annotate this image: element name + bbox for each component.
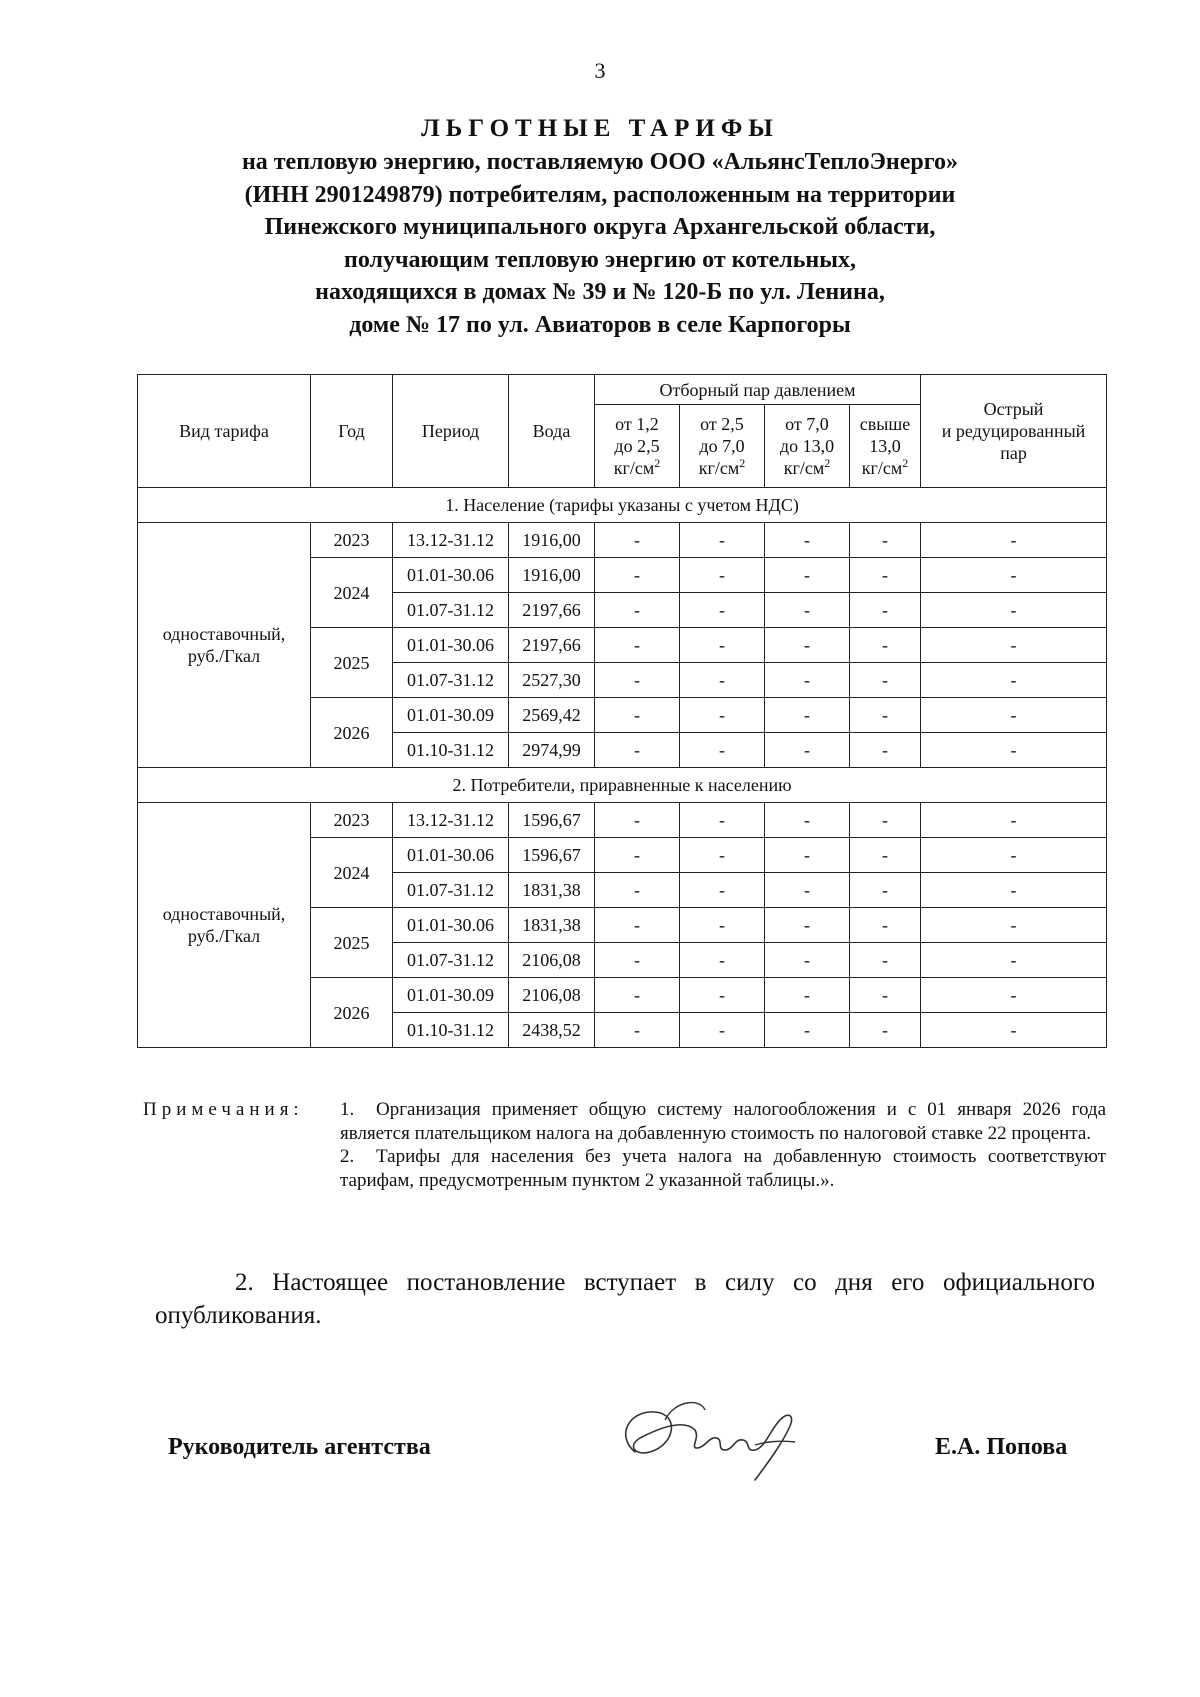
period-cell: 01.07-31.12 <box>393 593 509 628</box>
year-cell: 2024 <box>311 558 393 628</box>
empty-value-cell: - <box>850 558 921 593</box>
empty-value-cell: - <box>680 663 765 698</box>
period-cell: 13.12-31.12 <box>393 803 509 838</box>
empty-value-cell: - <box>595 558 680 593</box>
water-cell: 2106,08 <box>509 978 595 1013</box>
empty-value-cell: - <box>921 593 1107 628</box>
empty-value-cell: - <box>850 1013 921 1048</box>
empty-value-cell: - <box>680 1013 765 1048</box>
title-line-5: находящихся в домах № 39 и № 120-Б по ул. Ленина, <box>315 279 885 305</box>
water-cell: 2569,42 <box>509 698 595 733</box>
empty-value-cell: - <box>765 558 850 593</box>
header-steam-group: Отборный пар давлением <box>595 375 921 405</box>
water-cell: 2106,08 <box>509 943 595 978</box>
section-title: 2. Потребители, приравненные к населению <box>138 768 1107 803</box>
period-cell: 01.10-31.12 <box>393 1013 509 1048</box>
header-water: Вода <box>509 375 595 488</box>
water-cell: 2197,66 <box>509 628 595 663</box>
empty-value-cell: - <box>850 523 921 558</box>
empty-value-cell: - <box>595 523 680 558</box>
water-cell: 1916,00 <box>509 558 595 593</box>
empty-value-cell: - <box>595 978 680 1013</box>
empty-value-cell: - <box>595 873 680 908</box>
empty-value-cell: - <box>921 803 1107 838</box>
empty-value-cell: - <box>595 628 680 663</box>
period-cell: 13.12-31.12 <box>393 523 509 558</box>
empty-value-cell: - <box>921 873 1107 908</box>
notes-list <box>340 1098 1106 1192</box>
table-row <box>138 523 1107 558</box>
empty-value-cell: - <box>921 558 1107 593</box>
water-cell: 1596,67 <box>509 803 595 838</box>
table-row <box>138 803 1107 838</box>
empty-value-cell: - <box>680 733 765 768</box>
empty-value-cell: - <box>765 943 850 978</box>
period-cell: 01.01-30.09 <box>393 698 509 733</box>
period-cell: 01.01-30.06 <box>393 838 509 873</box>
water-cell: 1831,38 <box>509 873 595 908</box>
empty-value-cell: - <box>595 838 680 873</box>
empty-value-cell: - <box>680 698 765 733</box>
empty-value-cell: - <box>680 838 765 873</box>
title-main: ЛЬГОТНЫЕ ТАРИФЫ <box>421 115 779 142</box>
empty-value-cell: - <box>680 558 765 593</box>
title-line-1: на тепловую энергию, поставляемую ООО «АльянсТеплоЭнерго» <box>241 149 959 175</box>
year-cell: 2024 <box>311 838 393 908</box>
empty-value-cell: - <box>680 873 765 908</box>
page-number: 3 <box>594 58 606 83</box>
empty-value-cell: - <box>921 698 1107 733</box>
empty-value-cell: - <box>765 593 850 628</box>
empty-value-cell: - <box>595 698 680 733</box>
period-cell: 01.01-30.06 <box>393 908 509 943</box>
empty-value-cell: - <box>680 628 765 663</box>
empty-value-cell: - <box>850 943 921 978</box>
water-cell: 2527,30 <box>509 663 595 698</box>
document-title <box>100 112 1100 341</box>
empty-value-cell: - <box>765 873 850 908</box>
empty-value-cell: - <box>850 873 921 908</box>
title-line-2: (ИНН 2901249879) потребителям, расположенным на территории <box>244 181 956 208</box>
section-row <box>138 488 1107 523</box>
tariff-table <box>137 374 1107 1048</box>
header-steam-3: от 7,0 до 13,0 $кг/см^2$ <box>765 405 850 488</box>
empty-value-cell: - <box>850 628 921 663</box>
section-title: 1. Население (тарифы указаны с учетом НДС) <box>138 488 1107 523</box>
period-cell: 01.01-30.06 <box>393 558 509 593</box>
water-cell: 1916,00 <box>509 523 595 558</box>
empty-value-cell: - <box>595 663 680 698</box>
header-steam-2: от 2,5 до 7,0 $кг/см^2$ <box>680 405 765 488</box>
period-cell: 01.01-30.06 <box>393 628 509 663</box>
empty-value-cell: - <box>765 628 850 663</box>
year-cell: 2025 <box>311 908 393 978</box>
header-sharp-steam: Острый и редуцированный пар <box>921 375 1107 488</box>
period-cell: 01.07-31.12 <box>393 943 509 978</box>
empty-value-cell: - <box>765 663 850 698</box>
water-cell: 2197,66 <box>509 593 595 628</box>
empty-value-cell: - <box>850 698 921 733</box>
table-body <box>138 488 1107 1048</box>
empty-value-cell: - <box>850 803 921 838</box>
tariff-type-cell: одноставочный, руб./Гкал <box>138 523 311 768</box>
empty-value-cell: - <box>765 1013 850 1048</box>
empty-value-cell: - <box>595 803 680 838</box>
empty-value-cell: - <box>680 943 765 978</box>
empty-value-cell: - <box>680 908 765 943</box>
signer-name: Е.А. Попова <box>935 1434 1068 1460</box>
empty-value-cell: - <box>921 908 1107 943</box>
title-line-4: получающим тепловую энергию от котельных, <box>343 246 856 273</box>
period-cell: 01.10-31.12 <box>393 733 509 768</box>
year-cell: 2025 <box>311 628 393 698</box>
empty-value-cell: - <box>850 978 921 1013</box>
water-cell: 1596,67 <box>509 838 595 873</box>
empty-value-cell: - <box>680 978 765 1013</box>
year-cell: 2023 <box>311 803 393 838</box>
empty-value-cell: - <box>921 838 1107 873</box>
year-cell: 2023 <box>311 523 393 558</box>
empty-value-cell: - <box>921 943 1107 978</box>
year-cell: 2026 <box>311 698 393 768</box>
section-row <box>138 768 1107 803</box>
empty-value-cell: - <box>765 838 850 873</box>
empty-value-cell: - <box>850 593 921 628</box>
empty-value-cell: - <box>921 1013 1107 1048</box>
empty-value-cell: - <box>765 978 850 1013</box>
tariff-type-cell: одноставочный, руб./Гкал <box>138 803 311 1048</box>
period-cell: 01.07-31.12 <box>393 663 509 698</box>
year-cell: 2026 <box>311 978 393 1048</box>
empty-value-cell: - <box>921 978 1107 1013</box>
empty-value-cell: - <box>850 838 921 873</box>
empty-value-cell: - <box>765 733 850 768</box>
empty-value-cell: - <box>765 698 850 733</box>
empty-value-cell: - <box>850 733 921 768</box>
empty-value-cell: - <box>595 943 680 978</box>
empty-value-cell: - <box>921 663 1107 698</box>
header-steam-1: от 1,2 до 2,5 $кг/см^2$ <box>595 405 680 488</box>
water-cell: 2974,99 <box>509 733 595 768</box>
empty-value-cell: - <box>765 523 850 558</box>
empty-value-cell: - <box>595 1013 680 1048</box>
title-line-6: доме № 17 по ул. Авиаторов в селе Карпогоры <box>349 311 851 338</box>
header-year: Год <box>311 375 393 488</box>
water-cell: 2438,52 <box>509 1013 595 1048</box>
period-cell: 01.01-30.09 <box>393 978 509 1013</box>
note-item: 2. Тарифы для населения без учета налога на добавленную стоимость соответствуют тарифам, предусмотренным пунктом 2 указанной таблицы.». <box>340 1146 1106 1191</box>
note-item: 1. Организация применяет общую систему налогообложения и с 01 января 2026 года является плательщиком налога на добавленную стоимость по налоговой ставке 22 процента. <box>340 1099 1106 1144</box>
empty-value-cell: - <box>680 803 765 838</box>
empty-value-cell: - <box>850 663 921 698</box>
period-cell: 01.07-31.12 <box>393 873 509 908</box>
empty-value-cell: - <box>680 523 765 558</box>
signer-title: Руководитель агентства <box>168 1434 431 1460</box>
empty-value-cell: - <box>765 803 850 838</box>
signature-image <box>605 1390 815 1490</box>
resolution-clause: 2. Настоящее постановление вступает в силу со дня его официального опубликования. <box>155 1269 1095 1329</box>
empty-value-cell: - <box>921 733 1107 768</box>
empty-value-cell: - <box>921 523 1107 558</box>
empty-value-cell: - <box>680 593 765 628</box>
water-cell: 1831,38 <box>509 908 595 943</box>
empty-value-cell: - <box>595 733 680 768</box>
notes-label: Примечания: <box>143 1099 304 1120</box>
header-period: Период <box>393 375 509 488</box>
empty-value-cell: - <box>850 908 921 943</box>
header-steam-4: свыше 13,0 $кг/см^2$ <box>850 405 921 488</box>
empty-value-cell: - <box>595 593 680 628</box>
empty-value-cell: - <box>595 908 680 943</box>
header-tariff-type: Вид тарифа <box>138 375 311 488</box>
title-line-3: Пинежского муниципального округа Архангельской области, <box>264 214 936 240</box>
empty-value-cell: - <box>921 628 1107 663</box>
empty-value-cell: - <box>765 908 850 943</box>
